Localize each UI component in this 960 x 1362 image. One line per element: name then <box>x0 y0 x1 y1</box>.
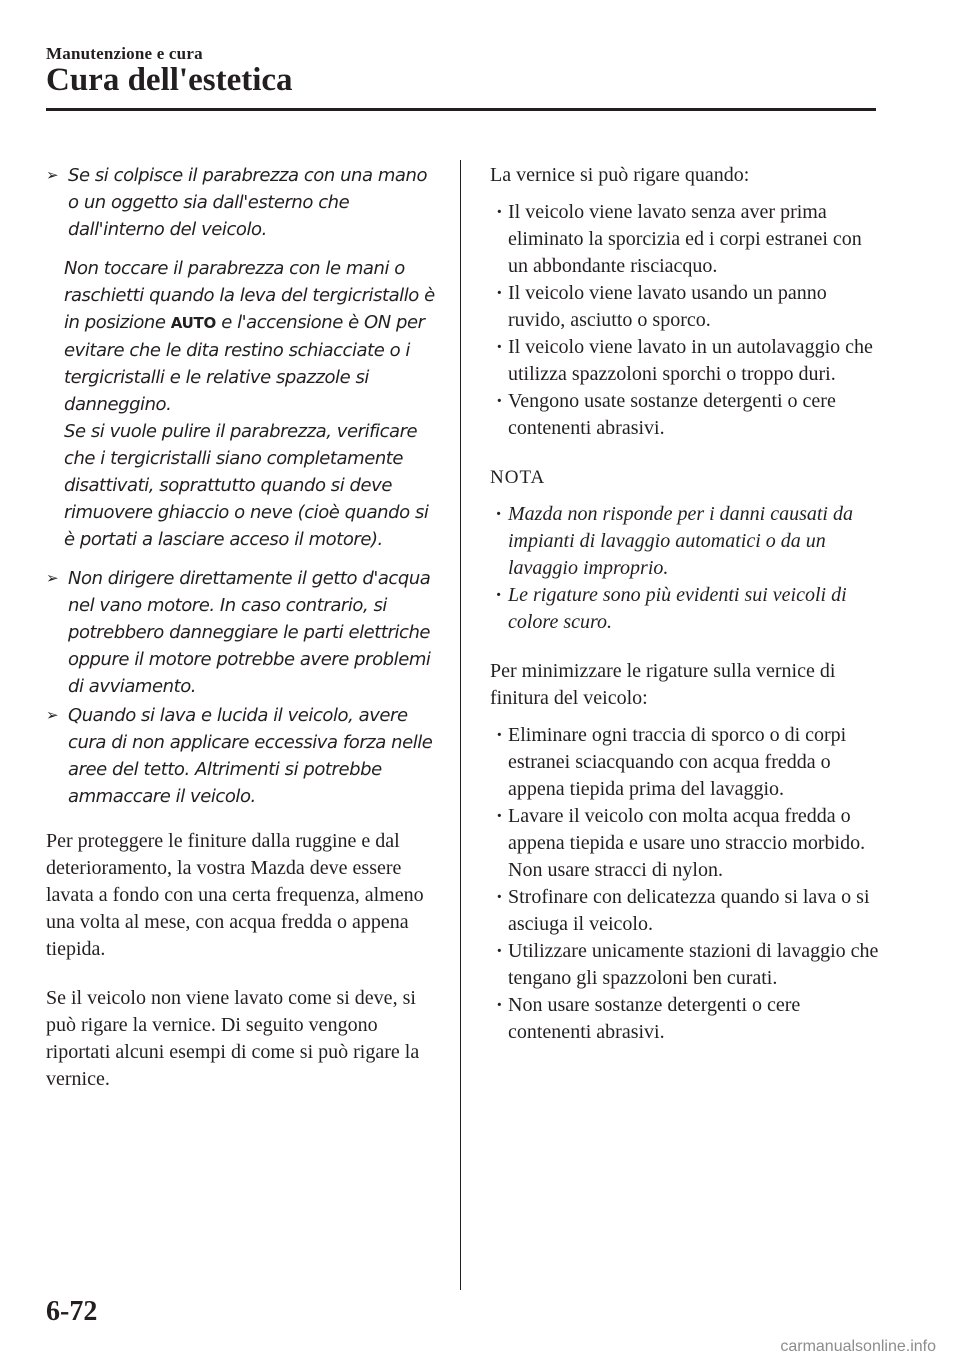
left-column <box>46 162 436 1115</box>
page-title: Cura dell'estetica <box>46 62 293 98</box>
warning-text: Se si colpisce il parabrezza con una mano o un oggetto sia dall'esterno che dall'interno del veicolo. <box>68 165 428 240</box>
warning-body <box>64 255 436 553</box>
list-item: · Strofinare con delicatezza quando si lava o si asciuga il veicolo. <box>490 884 880 938</box>
paragraph: Per minimizzare le rigature sulla vernice di finitura del veicolo: <box>490 660 836 709</box>
list-item: · Lavare il veicolo con molta acqua fredda o appena tiepida e usare uno straccio morbido. Non usare stracci di nylon. <box>490 803 880 884</box>
warning-text: Quando si lava e lucida il veicolo, avere cura di non applicare eccessiva forza nelle aree del tetto. Altrimenti si potrebbe ammaccare il veicolo. <box>68 705 433 807</box>
column-divider <box>460 160 461 1290</box>
warning-item <box>46 565 436 700</box>
arrow-bullet-icon: ➢ <box>46 569 59 587</box>
section-label: Manutenzione e cura <box>46 44 203 63</box>
paragraph: Se il veicolo non viene lavato come si deve, si può rigare la vernice. Di seguito vengono riportati alcuni esempi di come si può rigare la vernice. <box>46 987 420 1090</box>
right-column <box>490 162 880 1068</box>
scratch-causes-list <box>490 199 880 442</box>
arrow-bullet-icon: ➢ <box>46 166 59 184</box>
minimize-list <box>490 722 880 1046</box>
list-item: · Il veicolo viene lavato senza aver prima eliminato la sporcizia ed i corpi estranei con un abbondante risciacquo. <box>490 199 880 280</box>
arrow-bullet-icon: ➢ <box>46 706 59 724</box>
nota-list <box>490 501 880 636</box>
auto-position-label: AUTO <box>170 314 216 332</box>
warning-body-text: e l'accensione è ON per evitare che le dita restino schiacciate o i tergicristalli e le relative spazzole si danneggino. <box>64 312 425 415</box>
warning-item <box>46 702 436 810</box>
warning-item <box>46 162 436 243</box>
list-item: · Il veicolo viene lavato in un autolavaggio che utilizza spazzoloni sporchi o troppo duri. <box>490 334 880 388</box>
list-item: · Vengono usate sostanze detergenti o cere contenenti abrasivi. <box>490 388 880 442</box>
nota-heading: NOTA <box>490 467 546 488</box>
warning-text: Non dirigere direttamente il getto d'acqua nel vano motore. In caso contrario, si potrebbero danneggiare le parti elettriche oppure il motore potrebbe avere problemi di avviamento. <box>68 568 431 697</box>
watermark: carmanualsonline.info <box>780 1338 936 1355</box>
list-item: · Non usare sostanze detergenti o cere contenenti abrasivi. <box>490 992 880 1046</box>
paragraph: Per proteggere le finiture dalla ruggine e dal deterioramento, la vostra Mazda deve essere lavata a fondo con una certa frequenza, almeno una volta al mese, con acqua fredda o appena tiepida. <box>46 830 424 960</box>
list-item: · Eliminare ogni traccia di sporco o di corpi estranei sciacquando con acqua fredda o appena tiepida prima del lavaggio. <box>490 722 880 803</box>
warning-body-text: Non toccare il parabrezza con le mani o raschietti quando la leva del tergicristallo è in posizione <box>64 258 435 333</box>
page-number: 6-72 <box>46 1296 98 1327</box>
list-item: · Le rigature sono più evidenti sui veicoli di colore scuro. <box>490 582 880 636</box>
paragraph: La vernice si può rigare quando: <box>490 164 750 186</box>
title-rule <box>46 108 876 111</box>
list-item: · Utilizzare unicamente stazioni di lavaggio che tengano gli spazzoloni ben curati. <box>490 938 880 992</box>
warning-body-text: Se si vuole pulire il parabrezza, verificare che i tergicristalli siano completamente disattivati, soprattutto quando si deve rimuovere ghiaccio o neve (cioè quando si è portati a lasciare acceso il motore). <box>64 421 429 550</box>
list-item: · Il veicolo viene lavato usando un panno ruvido, asciutto o sporco. <box>490 280 880 334</box>
list-item: · Mazda non risponde per i danni causati da impianti di lavaggio automatici o da un lavaggio improprio. <box>490 501 880 582</box>
